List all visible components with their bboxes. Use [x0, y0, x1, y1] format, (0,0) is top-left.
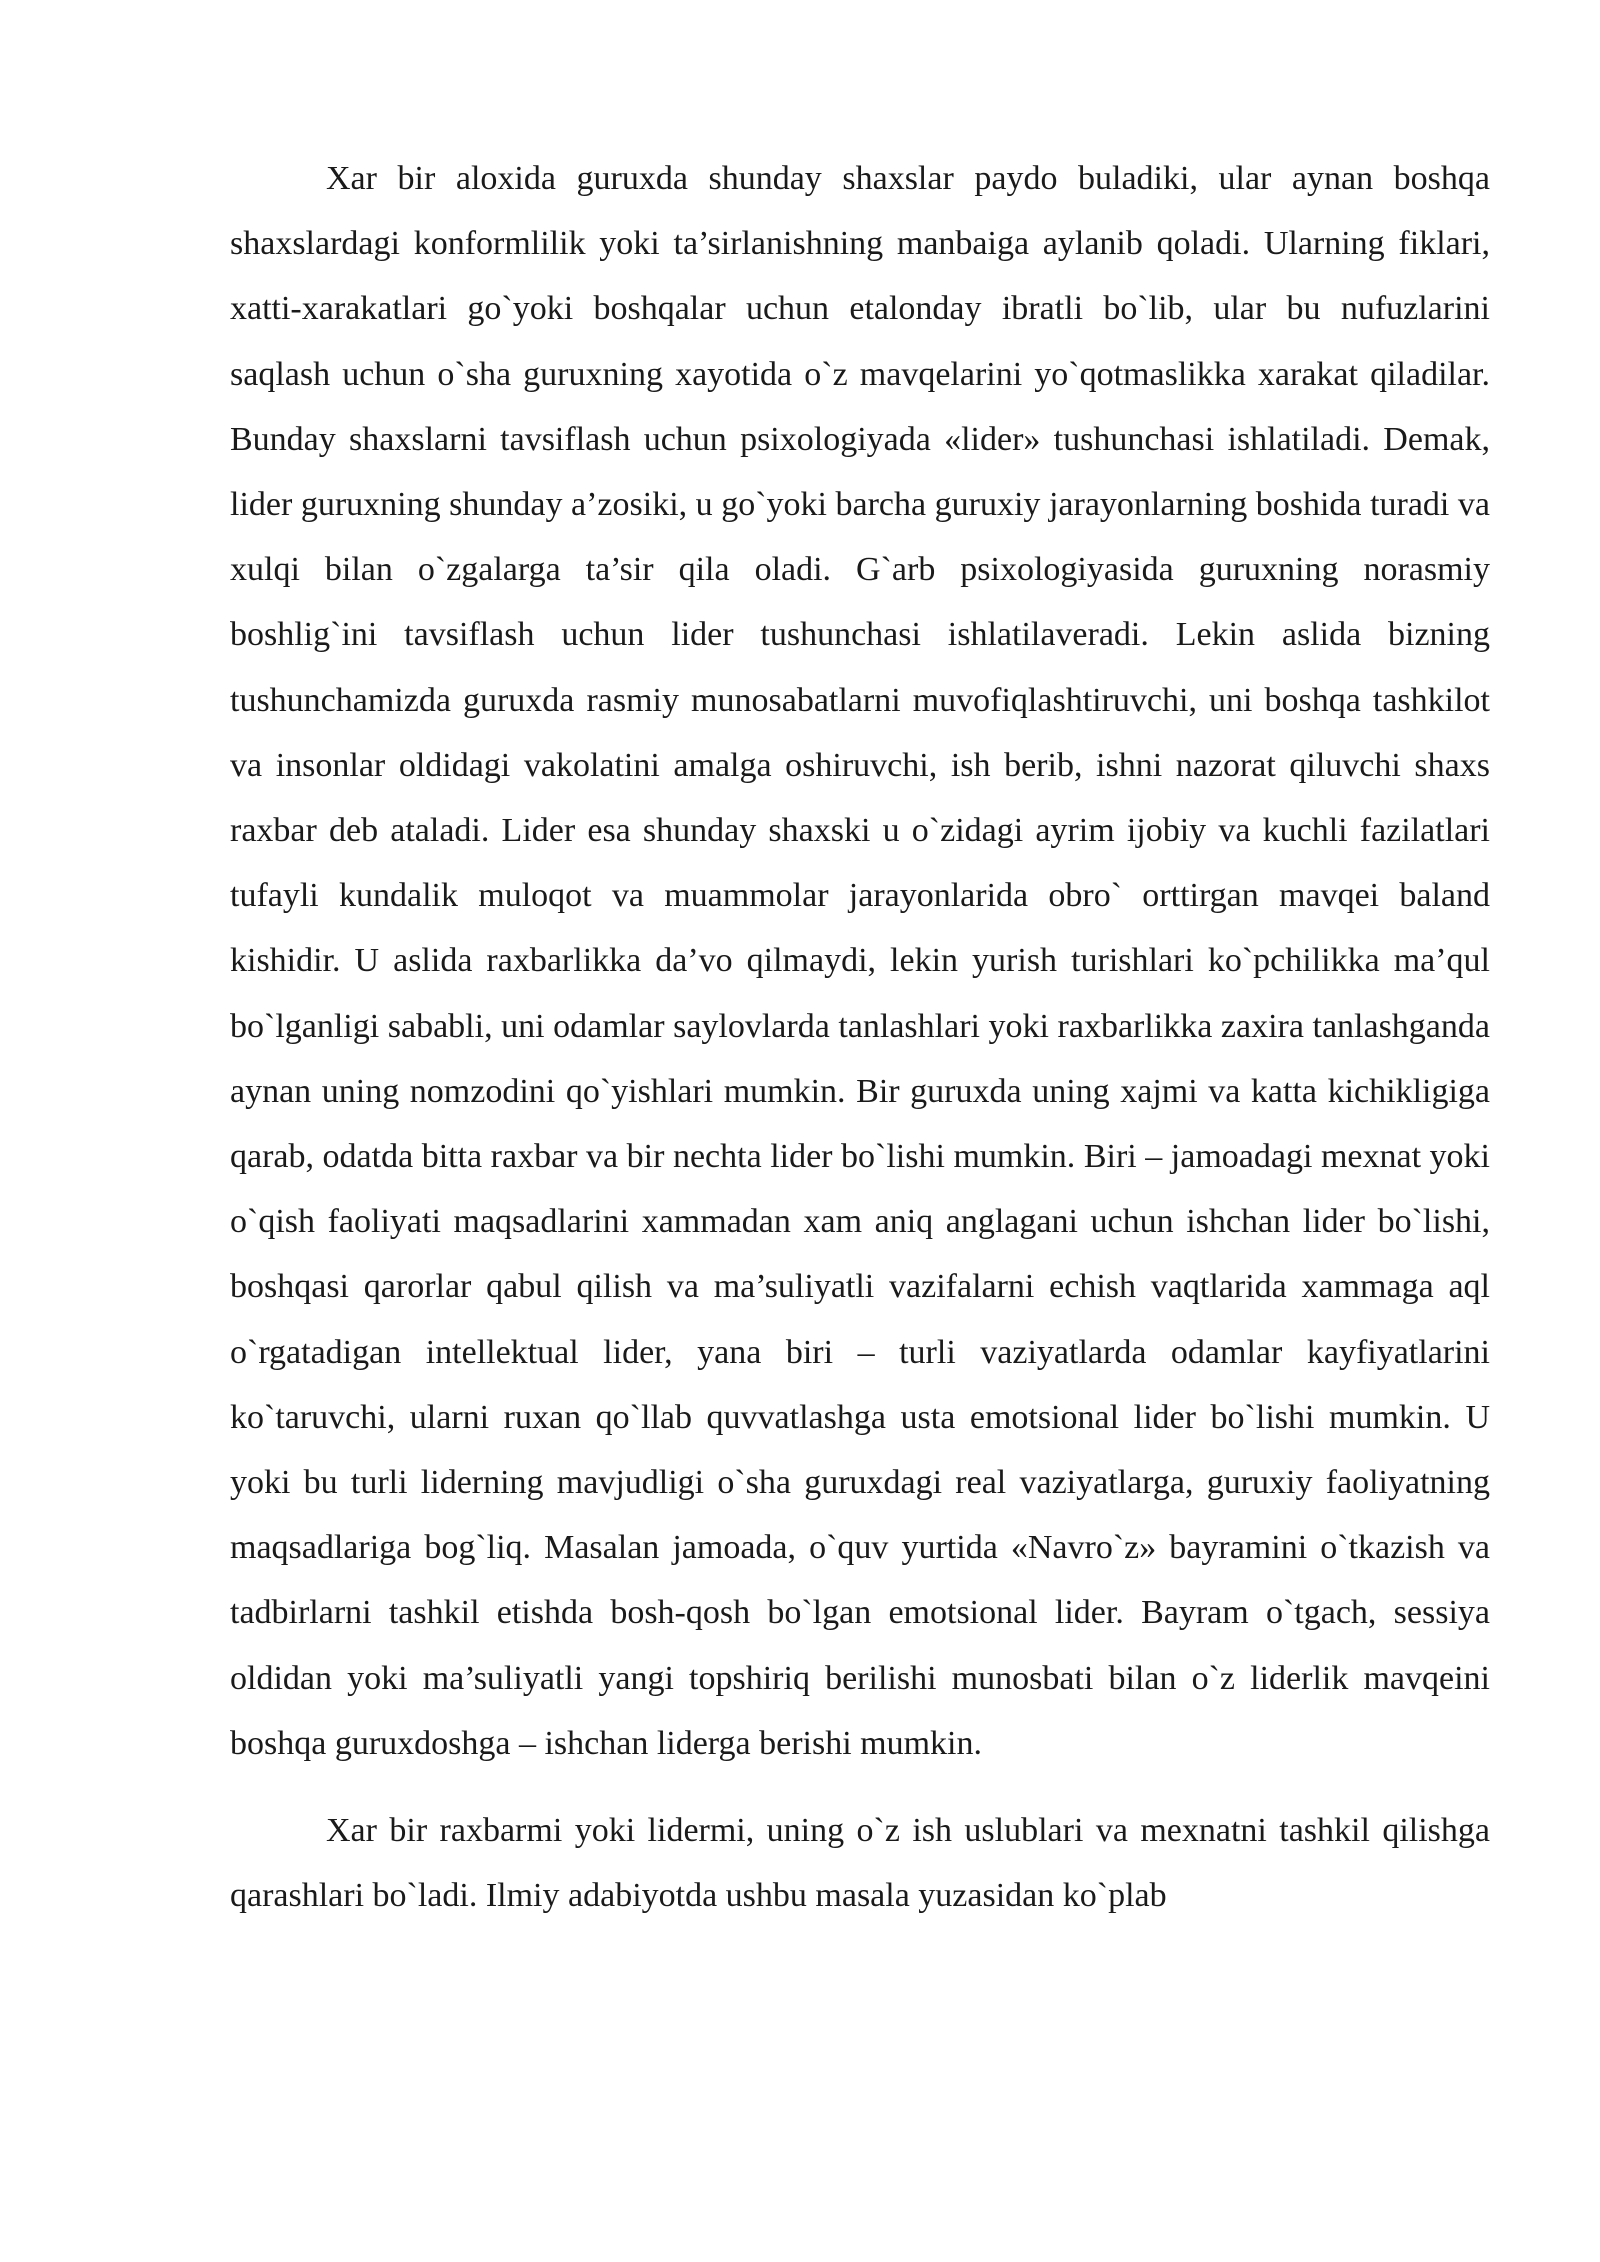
paragraph-leader-definition: Xar bir aloxida guruxda shunday shaxslar paydo buladiki, ular aynan boshqa shaxslardagi konformlilik yoki ta’sirlanishning manbaiga aylanib qoladi. Ularning fiklari, xatti-xarakatlari go`yoki boshqalar uchun etalonday ibratli bo`lib, ular bu nufuzlarini saqlash uchun o`sha guruxning xayotida o`z mavqelarini yo`qotmaslikka xarakat qiladilar. Bunday shaxslarni tavsiflash uchun psixologiyada «lider» tushunchasi ishlatiladi. Demak, lider guruxning shunday a’zosiki, u go`yoki barcha guruxiy jarayonlarning boshida turadi va xulqi bilan o`zgalarga ta’sir qila oladi. G`arb psixologiyasida guruxning norasmiy boshlig`ini tavsiflash uchun lider tushunchasi ishlatilaveradi. Lekin aslida bizning tushunchamizda guruxda rasmiy munosabatlarni muvofiqlashtiruvchi, uni boshqa tashkilot va insonlar oldidagi vakolatini amalga oshiruvchi, ish berib, ishni nazorat qiluvchi shaxs raxbar deb ataladi. Lider esa shunday shaxski u o`zidagi ayrim ijobiy va kuchli fazilatlari tufayli kundalik muloqot va muammolar jarayonlarida obro` orttirgan mavqei baland kishidir. U aslida raxbarlikka da’vo qilmaydi, lekin yurish turishlari ko`pchilikka ma’qul bo`lganligi sababli, uni odamlar saylovlarda tanlashlari yoki raxbarlikka zaxira tanlashganda aynan uning nomzodini qo`yishlari mumkin. Bir guruxda uning xajmi va katta kichikligiga qarab, odatda bitta raxbar va bir nechta lider bo`lishi mumkin. Biri – jamoadagi mexnat yoki o`qish faoliyati maqsadlarini xammadan xam aniq anglagani uchun ishchan lider bo`lishi, boshqasi qarorlar qabul qilish va ma’suliyatli vazifalarni echish vaqtlarida xammaga aql o`rgatadigan intellektual lider, yana biri – turli vaziyatlarda odamlar kayfiyatlarini ko`taruvchi, ularni ruxan qo`llab quvvatlashga usta emotsional lider bo`lishi mumkin. U yoki bu turli liderning mavjudligi o`sha guruxdagi real vaziyatlarga, guruxiy faoliyatning maqsadlariga bog`liq. Masalan jamoada, o`quv yurtida «Navro`z» bayramini o`tkazish va tadbirlarni tashkil etishda bosh-qosh bo`lgan emotsional lider. Bayram o`tgach, sessiya oldidan yoki ma’suliyatli yangi topshiriq berilishi munosbati bilan o`z liderlik mavqeini boshqa guruxdoshga – ishchan liderga berishi mumkin.	[230, 160, 1490, 1762]
paragraph-leadership-styles: Xar bir raxbarmi yoki lidermi, uning o`z ish uslublari va mexnatni tashkil qilishga qarashlari bo`ladi. Ilmiy adabiyotda ushbu masala yuzasidan ko`plab	[230, 1812, 1490, 1915]
document-page	[230, 146, 1490, 1928]
